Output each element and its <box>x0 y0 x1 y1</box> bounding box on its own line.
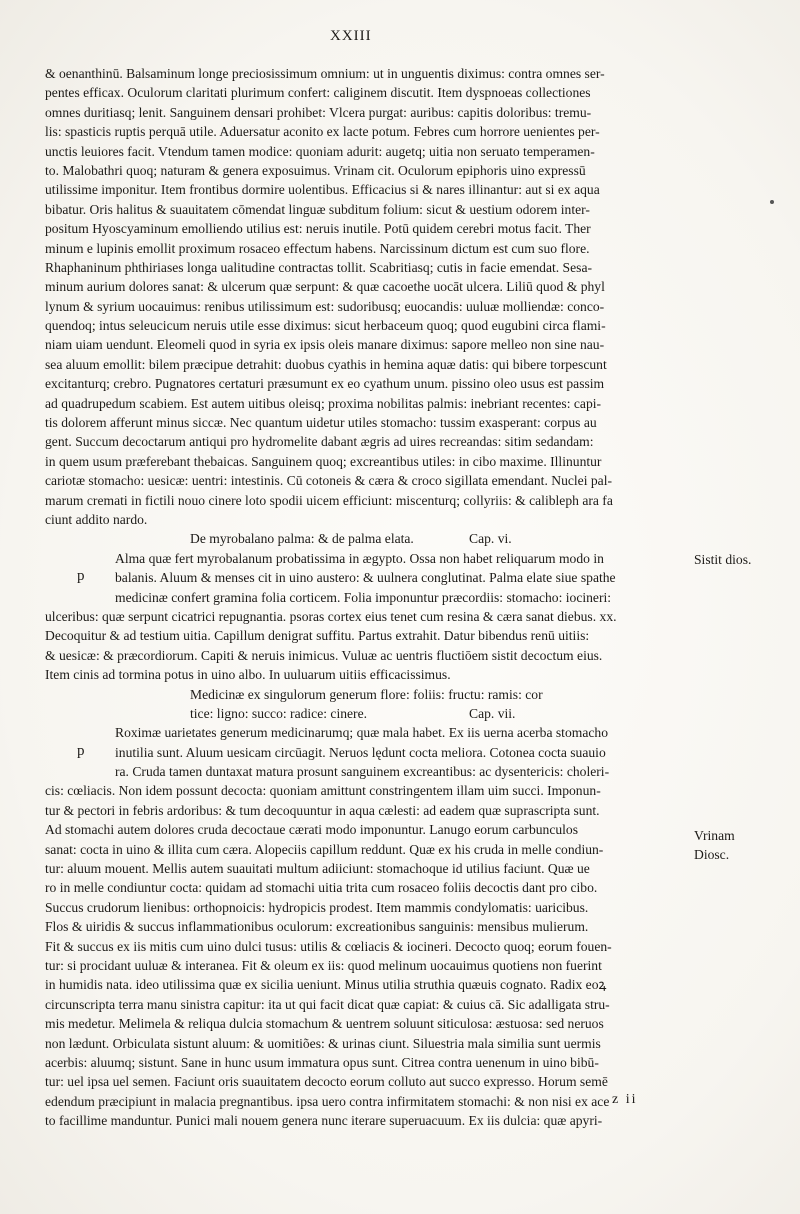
text-line: tis dolorem afferunt minus siccæ. Nec quantum uidetur utiles stomacho: tussim exasperant: corpus au <box>45 415 597 431</box>
chapter-number: Cap. vi. <box>469 531 512 547</box>
text-line: in humidis nata. ideo utilissima quæ ex sicilia ueniunt. Minus utilia struthia quæuis cognato. Radix eoꝝ <box>45 977 607 993</box>
text-line: cariotæ stomacho: uesicæ: uentri: intestinis. Cū cotoneis & cæra & croco sigillata emendant. Nuclei pal- <box>45 473 613 489</box>
text-line: minum aurium dolores sanat: & ulcerum quæ serpunt: & quæ cacoethe uocāt ulcera. Liliū quod & phyl <box>45 279 605 295</box>
text-line: lynum & syrium uocauimus: renibus utilissimum est: sudoribusq; euocandis: uuluæ molliendæ: conco- <box>45 298 605 314</box>
text-line: Roximæ uarietates generum medicinarumq; quæ mala habet. Ex iis uerna acerba stomacho <box>115 725 608 741</box>
text-line: Decoquitur & ad testium uitia. Capillum denigrat suffitu. Partus extrahit. Datur bibendus renū uitiis: <box>45 628 590 644</box>
text-line: & oenanthinū. Balsaminum longe preciosissimum omnium: ut in unguentis diximus: contra omnes ser- <box>45 66 605 81</box>
text-line: marum cremati in fictili nouo cinere loto spodii uicem efficiunt: miscenturq; collyriis: & calibleph ara fa <box>45 492 613 508</box>
section-heading-vii-line2 <box>45 704 685 723</box>
text-line: ro in melle condiuntur cocta: quidam ad stomachi uitia trita cum rosaceo foliis decoctis dant pro cibo. <box>45 880 598 896</box>
text-line: cis: cœliacis. Non idem possunt decocta: quoniam amittunt constringentem illam uim succi. Imponun- <box>45 783 601 799</box>
margin-note-dios: Sistit dios. <box>694 552 752 567</box>
text-line: balanis. Aluum & menses cit in uino austero: & uulnera conglutinat. Palma elate siue spathe <box>115 570 616 586</box>
text-line: ulceribus: quæ serpunt cicatrici repugnantia. psoras cortex eius tenet cum resina & cæra sanat diebus. xx. <box>45 608 617 624</box>
text-line: acerbis: aluumq; sistunt. Sane in hunc usum immatura opus sunt. Citrea contra uenenum in uino bibū- <box>45 1054 599 1070</box>
text-line: mis medetur. Melimela & reliqua dulcia stomachum & uentrem soluunt siticulosa: æstuosa: sed neruos <box>45 1016 604 1032</box>
text-line: omnes duritiasq; lenit. Sanguinem densari prohibet: Vlcera purgat: auribus: capitis doloribus: tremu- <box>45 104 592 120</box>
text-line: utilissime imponitur. Item frontibus dormire uolentibus. Efficacius si & nares illinantur: aut si ex aqua <box>45 182 600 198</box>
section-heading-vi <box>45 529 685 548</box>
text-line: edendum præcipiunt in malacia pregnantibus. ipsa uero contra infirmitatem stomachi: & non nisi ex ace <box>45 1093 610 1109</box>
text-line: ra. Cruda tamen duntaxat matura prosunt sanguinem excreantibus: ac dysentericis: choleri- <box>115 764 610 780</box>
text-line: ciunt addito nardo. <box>45 511 148 527</box>
text-line: non lædunt. Orbiculata sistunt aluum: & uomitiões: & urinas ciunt. Siluestria mala similia sunt uermis <box>45 1035 601 1051</box>
text-line: to facillime manduntur. Punici mali nouem genera nunc iterare superuacuum. Ex iis dulcia: quæ apyri- <box>45 1113 603 1129</box>
page-number: XXIII <box>330 28 372 44</box>
text-line: Flos & uiridis & succus inflammationibus oculorum: excreationibus sanguinis: mensibus mulierum. <box>45 919 589 935</box>
drop-letter-p-2: p <box>77 743 85 759</box>
text-line: unctis leuiores facit. Vtendum tamen modice: quoniam adurit: augetq; uitia non seruato temperamen- <box>45 143 595 159</box>
text-line: pentes efficax. Oculorum claritati plurimum confert: caliginem discutit. Item dyspnoeas collectiones <box>45 85 591 101</box>
text-line: Rhaphaninum phthiriases longa ualitudine contractas tollit. Scabritiasq; cutis in facie emendat. Sesa- <box>45 259 593 275</box>
text-line: lis: spasticis ruptis perquā utile. Aduersatur aconito ex lacte potum. Febres cum horrore uenientes per- <box>45 124 600 140</box>
signature-mark: z ii <box>612 1092 638 1107</box>
text-block <box>45 64 685 1130</box>
text-line: quendoq; intus seleucicum neruis utile esse diximus: sicut herbaceum quoq; quod eugubini circa flami- <box>45 318 606 334</box>
text-line: circunscripta terra manu sinistra capitur: ita ut qui facit dicat quæ capiat: & cuius cā. Sic adalligata stru- <box>45 996 610 1012</box>
text-line: sea aluum emollit: bilem præcipue detrahit: duobus cyathis in hemina aquæ datis: qui bibere torpescunt <box>45 356 607 372</box>
text-line: to. Malobathri quoq; naturam & genera exposuimus. Vrinam cit. Oculorum epiphoris uino expressū <box>45 162 586 178</box>
text-line: tur & pectori in febris ardoribus: & tum decoquuntur in aqua cælesti: ad eadem quæ suprascripta sunt. <box>45 802 600 818</box>
ink-speck <box>770 200 774 204</box>
text-line: & uesicæ: & præcordiorum. Capiti & neruis inimicus. Vuluæ ac uentris fluctiōem sistit decoctum eius. <box>45 647 603 663</box>
text-line: Succus crudorum lienibus: orthopnoicis: hydropicis prodest. Item mammis condylomatis: uaricibus. <box>45 899 589 915</box>
text-line: sanat: cocta in uino & illita cum cæra. Alopeciis capillum reddunt. Quæ ex his cruda in melle condiun- <box>45 841 604 857</box>
section-heading-text: Medicinæ ex singulorum generum flore: foliis: fructu: ramis: cor <box>190 686 543 702</box>
chapter-number: Cap. vii. <box>469 705 516 721</box>
drop-letter-p-1: p <box>77 568 85 585</box>
text-line: in quem usum præferebant thebaicas. Sanguinem quoq; excreantibus utiles: in cibo maxime. Illinuntur <box>45 453 602 469</box>
text-line: positum Hyoscyaminum emolliendo utilius est: neruis inutile. Potū quidem cerebri motus facit. Ther <box>45 221 591 237</box>
section-heading-text: De myrobalano palma: & de palma elata. <box>190 531 414 547</box>
text-line: Fit & succus ex iis mitis cum uino dulci tusus: utilis & cœliacis & iocineri. Decocto quoq; eorum fouen- <box>45 938 612 954</box>
text-line: gent. Succum decoctarum antiqui pro hydromelite dabant ægris ad uires recreandas: sitim sedandam: <box>45 434 594 450</box>
text-line: minum e lupinis emollit proximum rosaceo effectum habens. Narcissinum dictum est cum suo flore. <box>45 240 590 256</box>
text-line: tur: aluum mouent. Mellis autem suauitati multum adiiciunt: stomachoque id utilius faciunt. Quæ ue <box>45 861 590 877</box>
text-line: niam uiam uendunt. Eleomeli quod in syria ex ipsis oleis manare diximus: sapore melleo non sine nau- <box>45 337 605 353</box>
section-heading-vii-line1 <box>45 685 685 704</box>
text-line: ad quadrupedum scabiem. Est autem uitibus oleisq; proxima nobilitas palmis: inebriant recentes: capi- <box>45 395 602 411</box>
text-line: Alma quæ fert myrobalanum probatissima in ægypto. Ossa non habet reliquarum modo in <box>115 550 604 566</box>
text-line: excitanturq; crebro. Pugnatores certaturi præsumunt ex eo cyathum unum. pissino oleo usus est passim <box>45 376 605 392</box>
margin-note-diosc: Diosc. <box>694 847 730 862</box>
text-line: tur: uel ipsa uel semen. Faciunt oris suauitatem decocto eorum colluto aut succo expresso. Horum semē <box>45 1074 608 1090</box>
text-line: medicinæ confert gramina folia corticem. Folia imponuntur præcordiis: stomacho: iocineri: <box>115 589 612 605</box>
text-line: tur: si procidant uuluæ & interanea. Fit & oleum ex iis: quod melinum uocauimus quotiens non fuerint <box>45 957 602 973</box>
text-line: Ad stomachi autem dolores cruda decoctaue cærati modo imponuntur. Lanugo eorum carbunculos <box>45 822 579 838</box>
text-line: bibatur. Oris halitus & suauitatem cōmendat linguæ subditum folium: sicut & uestium odorem inter- <box>45 201 590 217</box>
text-line: inutilia sunt. Aluum uesicam circūagit. Neruos lędunt cocta meliora. Cotonea cocta suauio <box>115 744 606 760</box>
text-line: Item cinis ad tormina potus in uino albo. In uuluarum uitiis efficacissimus. <box>45 667 451 683</box>
section-heading-text: tice: ligno: succo: radice: cinere. <box>190 705 368 721</box>
margin-note-urinam: Vrinam <box>694 828 735 843</box>
